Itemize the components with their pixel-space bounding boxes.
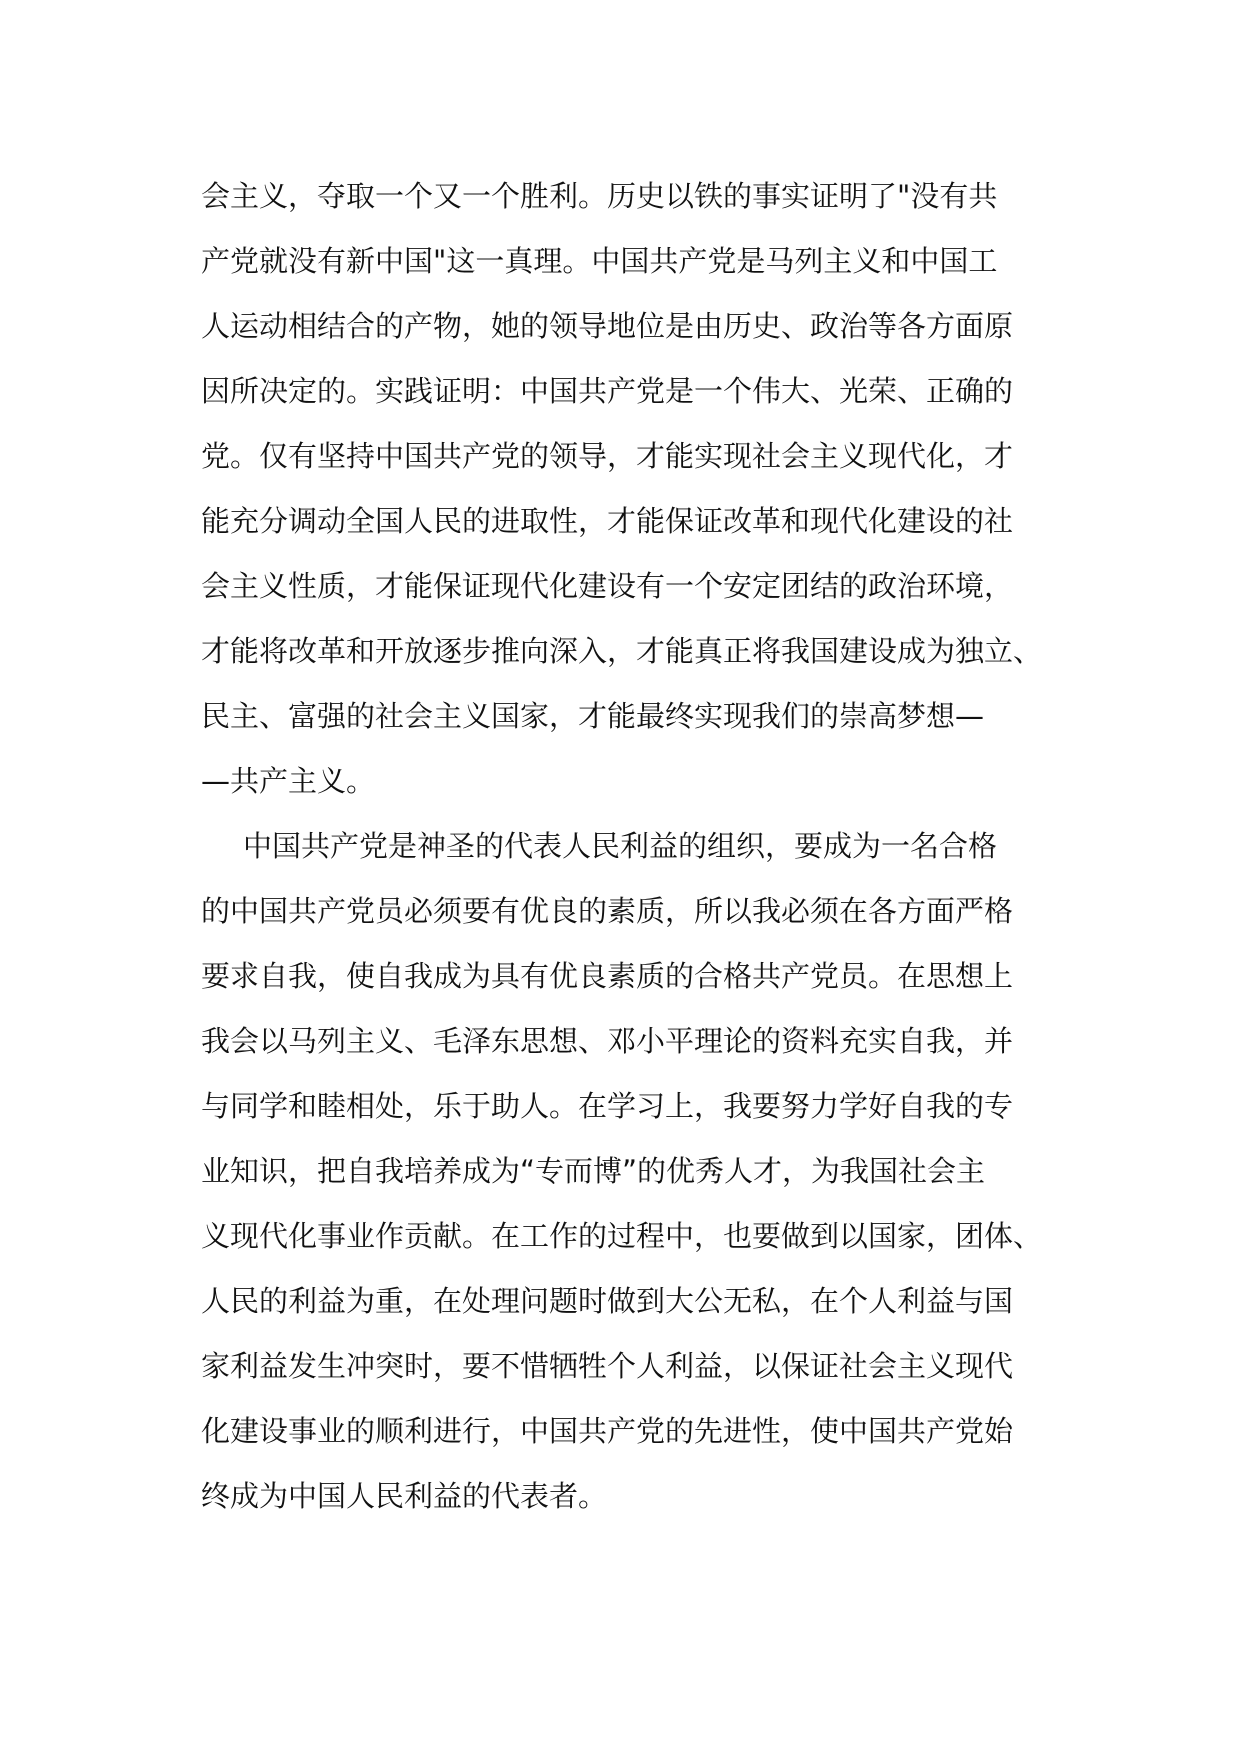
paragraph-1: [201, 164, 1061, 814]
paragraph-line: 因所决定的。实践证明：中国共产党是一个伟大、光荣、正确的: [201, 374, 1014, 408]
paragraph-line: 会主义，夺取一个又一个胜利。历史以铁的事实证明了"没有共: [201, 179, 998, 213]
paragraph-line: 党。仅有坚持中国共产党的领导，才能实现社会主义现代化，才: [201, 439, 1014, 473]
paragraph-line: 与同学和睦相处，乐于助人。在学习上，我要努力学好自我的专: [201, 1089, 1014, 1123]
paragraph-line: 终成为中国人民利益的代表者。: [201, 1479, 608, 1513]
paragraph-line: 人运动相结合的产物，她的领导地位是由历史、政治等各方面原: [201, 309, 1014, 343]
paragraph-line: —共产主义。: [201, 764, 376, 798]
paragraph-line: 的中国共产党员必须要有优良的素质，所以我必须在各方面严格: [201, 894, 1014, 928]
paragraph-line: 产党就没有新中国"这一真理。中国共产党是马列主义和中国工: [201, 244, 998, 278]
paragraph-line: 义现代化事业作贡献。在工作的过程中，也要做到以国家，团体、: [201, 1219, 1043, 1253]
paragraph-line: 业知识，把自我培养成为“专而博”的优秀人才，为我国社会主: [201, 1154, 986, 1188]
paragraph-line: 能充分调动全国人民的进取性，才能保证改革和现代化建设的社: [201, 504, 1014, 538]
paragraph-line: 要求自我，使自我成为具有优良素质的合格共产党员。在思想上: [201, 959, 1014, 993]
paragraph-line: 才能将改革和开放逐步推向深入，才能真正将我国建设成为独立、: [201, 634, 1043, 668]
paragraph-line: 我会以马列主义、毛泽东思想、邓小平理论的资料充实自我，并: [201, 1024, 1014, 1058]
paragraph-first-line: 中国共产党是神圣的代表人民利益的组织，要成为一名合格: [243, 829, 998, 863]
paragraph-line: 人民的利益为重，在处理问题时做到大公无私，在个人利益与国: [201, 1284, 1014, 1318]
paragraph-2: [201, 814, 1061, 1529]
paragraph-line: 会主义性质，才能保证现代化建设有一个安定团结的政治环境，: [201, 569, 1014, 603]
paragraph-line: 民主、富强的社会主义国家，才能最终实现我们的崇高梦想—: [201, 699, 985, 733]
paragraph-line: 家利益发生冲突时，要不惜牺牲个人利益，以保证社会主义现代: [201, 1349, 1014, 1383]
paragraph-line: 化建设事业的顺利进行，中国共产党的先进性，使中国共产党始: [201, 1414, 1014, 1448]
